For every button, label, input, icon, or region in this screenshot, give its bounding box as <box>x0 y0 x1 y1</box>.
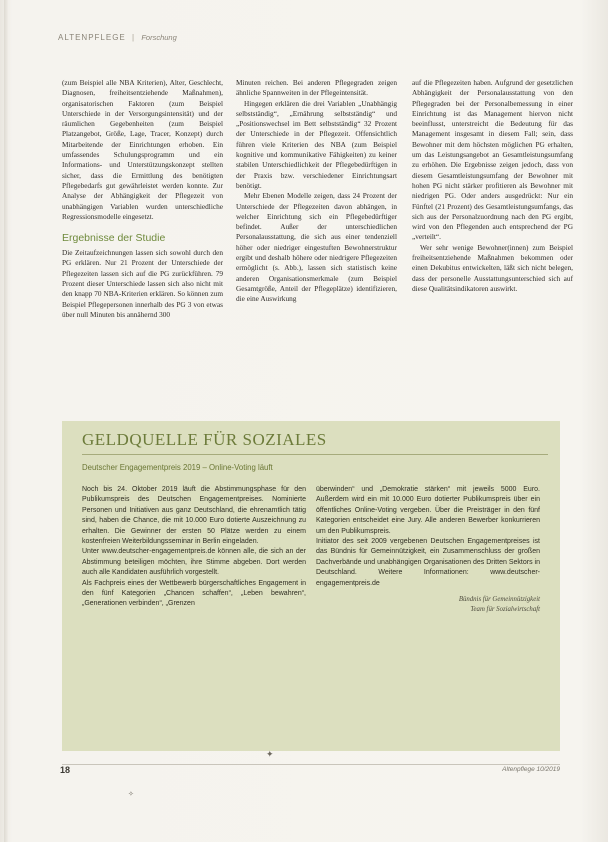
paper-speck-mark: ✧ <box>128 790 134 798</box>
page-binding-shadow <box>4 0 8 842</box>
article-paragraph: Minuten reichen. Bei anderen Pflegegraden zeigen ähnliche Spannweiten in der Pflegeintensität. <box>236 78 397 98</box>
info-box-column-2 <box>316 485 540 615</box>
magazine-name: ALTENPFLEGE <box>58 33 126 42</box>
info-box-paragraph: Als Fachpreis eines der Wettbewerb bürgerschaftliches Engagement in den fünf Kategorien „Chancen schaffen“, „Leben bewahren“, „Generationen verbinden“, „Grenzen <box>82 579 306 608</box>
article-paragraph: Die Zeitaufzeichnungen lassen sich sowohl durch den PG erklären. Nur 21 Prozent der Unterschiede der Pflegezeiten lassen sich auf die PG zurückführen. 79 Prozent dieser Unterschiede lassen sich also nicht mit den knapp 70 NBA-Kriterien erklären. So können zum Beispiel Pflegepersonen innerhalb des PG 3 von etwas über null Minuten bis annähernd 300 <box>62 248 223 319</box>
page-number: 18 <box>60 765 71 775</box>
info-box-paragraph: Initiator des seit 2009 vergebenen Deutschen Engagementpreises ist das Bündnis für Gemeinnützigkeit, ein Zusammenschluss der großen Dachverbände und unabhängigen Organisationen des Dritten Sektors in Deutschland. Weitere Informationen: www.deutscher-engagementpreis.de <box>316 538 540 587</box>
footer-divider <box>62 764 560 765</box>
article-paragraph: Wer sehr wenige Bewohner(innen) zum Beispiel freiheitsentziehende Maßnahmen bekommen oder einen Dekubitus entwickelten, läßt sich nicht belegen, dass der personelle Ausstattungsunterschied sich auf diese Qualitätsindikatoren auswirkt. <box>412 242 573 293</box>
info-box-column-1 <box>82 485 306 610</box>
info-box-subtitle: Deutscher Engagementpreis 2019 – Online-Voting läuft <box>82 463 273 472</box>
subheading-results: Ergebnisse der Studie <box>62 232 166 245</box>
article-paragraph: (zum Beispiel alle NBA Kriterien), Alter, Geschlecht, Diagnosen, freiheitsentziehende Maßnahmen), organisatorischen Faktoren (zum Beispiel Unterschiede in der Versorgungsintensität) und der räumlichen Gegebenheiten (zum Beispiel Platzangebot, Größe, Lage, Tracer, Konzept) durch Mitarbeitende der Einrichtungen erhoben. Ein umfassendes Schulungsprogramm und ein Informations- und Unterstützungskonzept stellten sicher, dass die Ermittlung des benötigten Pflegebedarfs gut gewährleistet werden konnte. Zur Analyse der Abhängigkeit der Pflegezeit von unabhängigen Variablen wurden unterschiedliche Regressionsmodelle eingesetzt. <box>62 78 223 221</box>
info-box-credit <box>316 595 540 615</box>
article-paragraph: Hingegen erklären die drei Variablen „Unabhängig selbstständig“, „Ernährung selbstständig“ und „Positionswechsel im Bett selbstständig“ 32 Prozent der Unterschiede in der Pflegezeit. Offensichtlich führen viele Kriterien des NBA (zum Beispiel kognitive und kommunikative Fähigkeiten) zu keiner stabilen Unterschiedlichkeit der Pflegebedürftigen in der Praxis bzw. verschiedener Einrichtungsart benötigt. <box>236 98 397 190</box>
info-box-paragraph: Noch bis 24. Oktober 2019 läuft die Abstimmungsphase für den Publikumspreis des Deutschen Engagementpreises. Nominierte Personen und Initiativen aus ganz Deutschland, die ehrenamtlich tätig sind, haben die Chance, die mit 10.000 Euro dotierte Auszeichnung zu erhalten. Die Gewinner der ersten 50 Plätze werden zu einem kostenfreien Weiterbildungsseminar in Berlin eingeladen. <box>82 486 306 546</box>
article-paragraph: auf die Pflegezeiten haben. Aufgrund der gesetzlichen Abhängigkeit der Personalausstattung von den Pflegegraden bei der Personalbemessung in einer Einrichtung ist das Management hiervon nicht beeinflusst, unterstreicht die Bedeutung für das Management insgesamt in diesem Fall; sein, dass Bewohner mit dem höchsten möglichen PG erhalten, um das Leistungsangebot an Gesamtleistungsumfang zu erhöhen. Die Ergebnisse zeigen jedoch, dass von diesem Gesamtleistungsumfang der Bewohner mit hohen PG nicht stärker profitieren als Bewohner mit niedrigen PG. Oder anders ausgedrückt: Nur ein Fünftel (21 Prozent) des Gesamtleistungsumfangs, das sich aus der Personalzuordnung nach den PG ergibt, wird von den Pflegenden auch entsprechend der PG „verteilt“. <box>412 78 573 242</box>
article-paragraph: Mehr Ebenen Modelle zeigen, dass 24 Prozent der Unterschiede der Pflegezeiten davon abhängen, in welcher Einrichtung sich ein Pflegebedürftiger befindet. Außer der unterschiedlichen Personalausstattung, die sich aus einer tendenziell höher oder niedriger eingestuften Bewohnerstruktur ergibt und deshalb höhere oder niedrigere Pflegezeiten ermöglicht (s. Abb.), lassen sich statistisch keine anderen Organisationsmerkmale (zum Beispiel Gesamtgröße, Anteil der Pflegeplätze) identifizieren, die eine Auswirkung <box>236 191 397 304</box>
info-box-divider <box>82 454 548 455</box>
credit-name: Bündnis für Gemeinnützigkeit <box>458 596 540 604</box>
info-box-paragraph: Unter www.deutscher-engagementpreis.de können alle, die sich an der Abstimmung beteiligen möchten, ihre Stimme abgeben. Dort werden auch alle Kandidaten ausführlich vorgestellt. <box>82 548 306 577</box>
article-column-3 <box>412 78 573 294</box>
header-separator: | <box>132 33 136 42</box>
credit-role: Team für Sozialwirtschaft <box>470 606 540 614</box>
info-box-title: GELDQUELLE FÜR SOZIALES <box>82 430 327 449</box>
running-header <box>58 33 177 42</box>
info-box <box>62 421 560 751</box>
article-column-2 <box>236 78 397 305</box>
footer-publication: Altenpflege 10/2019 <box>502 766 560 773</box>
section-name: Forschung <box>141 33 177 42</box>
article-column-1 <box>62 78 223 320</box>
info-box-paragraph: überwinden“ und „Demokratie stärken“ mit jeweils 5000 Euro. Außerdem wird ein mit 10.000 Euro dotierter Publikumspreis über ein öffentliches Online-Voting vergeben. Über die Preisträger in den fünf Kategorien entscheidet eine Jury. Alle anderen Bewerber konkurrieren um den Publikumspreis. <box>316 486 540 535</box>
paper-speck-mark: ✦ <box>266 750 274 760</box>
